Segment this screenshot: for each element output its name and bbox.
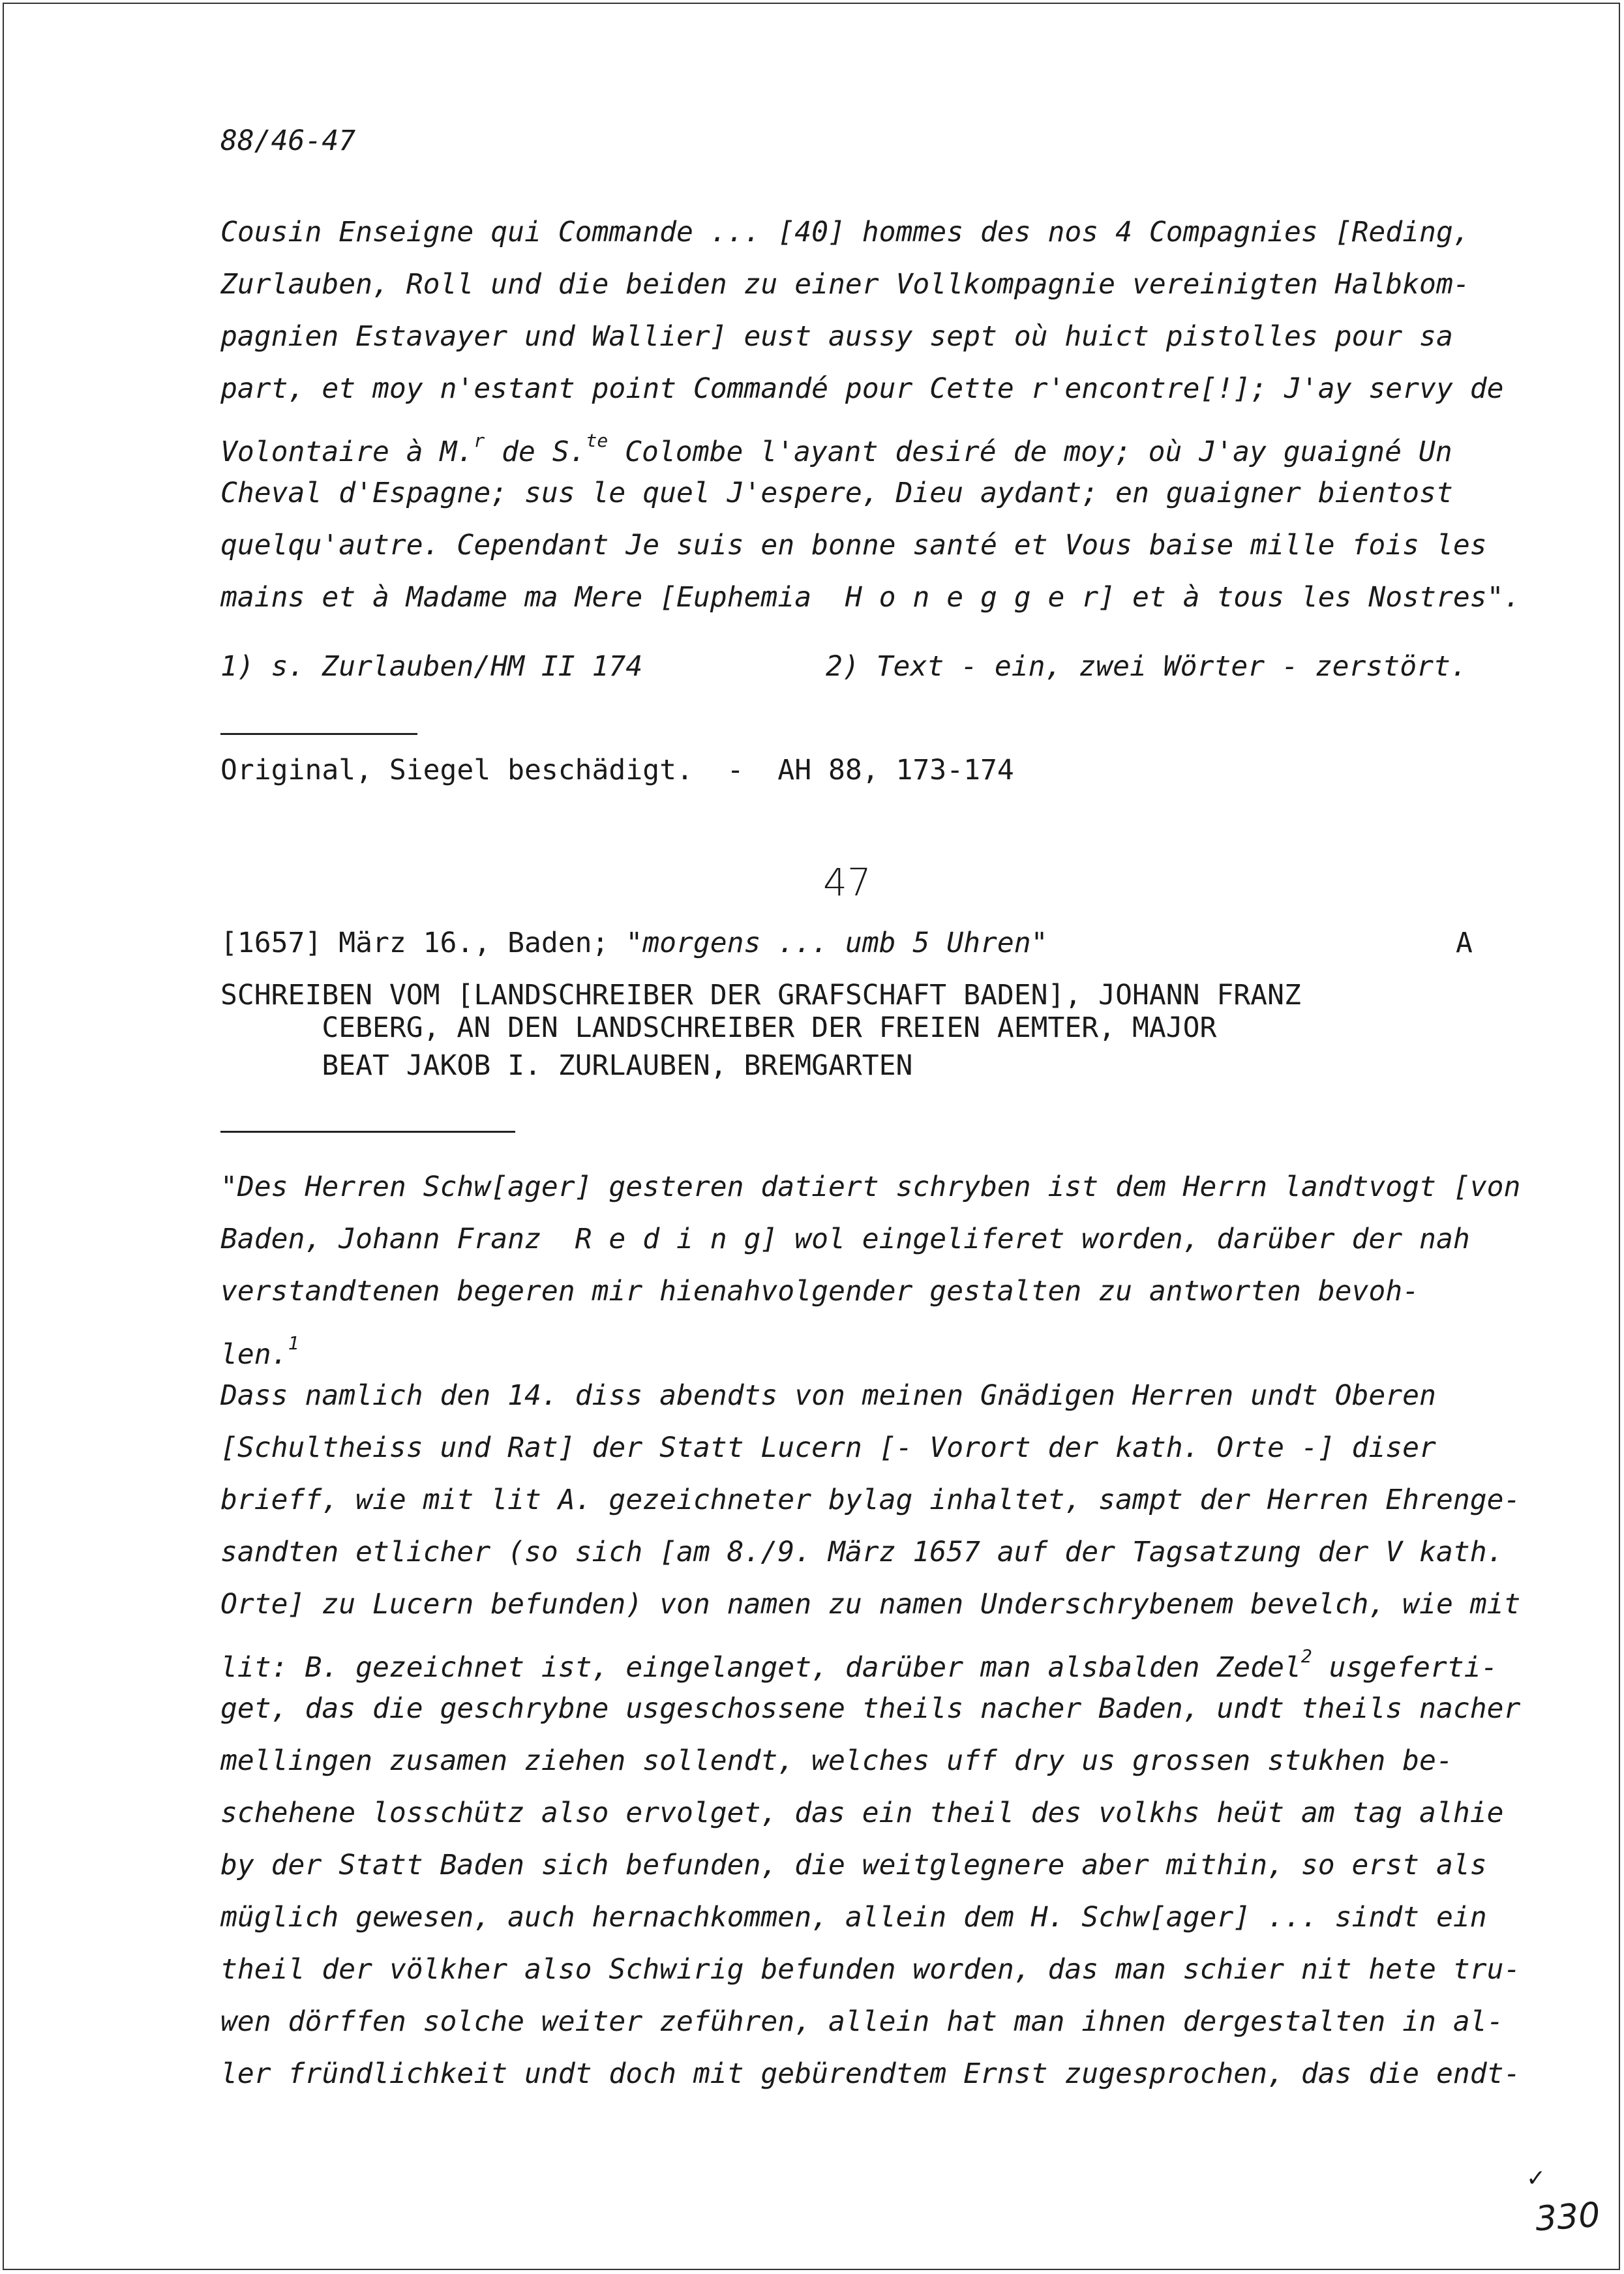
letter-line: pagnien Estavayer und Wallier] eust aussy sept où huict pistolles pour sa bbox=[220, 320, 1453, 353]
document-reference: 88/46-47 bbox=[220, 125, 356, 157]
document-title-line: SCHREIBEN VOM [LANDSCHREIBER DER GRAFSCHAFT BADEN], JOHANN FRANZ bbox=[220, 979, 1301, 1011]
date-place: [1657] März 16., Baden; bbox=[220, 927, 626, 959]
letter-line: wen dörffen solche weiter zeführen, allein hat man ihnen dergestalten in al- bbox=[220, 2005, 1504, 2038]
letter-line: by der Statt Baden sich befunden, die weitglegnere aber mithin, so erst als bbox=[220, 1849, 1487, 1881]
document-title-line: BEAT JAKOB I. ZURLAUBEN, BREMGARTEN bbox=[220, 1049, 913, 1082]
letter-text: Colombe l'ayant desiré de moy; où J'ay guaigné Un bbox=[608, 436, 1452, 468]
footnote-divider bbox=[220, 733, 417, 735]
letter-line: schehene losschütz also ervolget, das ein theil des volkhs heüt am tag alhie bbox=[220, 1797, 1504, 1829]
document-type-marker: A bbox=[1456, 927, 1473, 959]
document-number: 47 bbox=[823, 860, 871, 905]
letter-line: get, das die geschrybne usgeschossene theils nacher Baden, undt theils nacher bbox=[220, 1692, 1521, 1725]
letter-line: theil der völkher also Schwirig befunden worden, das man schier nit hete tru- bbox=[220, 1953, 1521, 1986]
superscript: te bbox=[586, 430, 609, 451]
handwritten-page-number: 330 bbox=[1534, 2195, 1602, 2239]
letter-line: brieff, wie mit lit A. gezeichneter bylag inhaltet, sampt der Herren Ehrenge- bbox=[220, 1484, 1521, 1516]
letter-line: Baden, Johann Franz R e d i n g] wol eingeliferet worden, darüber der nah bbox=[220, 1223, 1470, 1255]
letter-line: sandten etlicher (so sich [am 8./9. März 1657 auf der Tagsatzung der V kath. bbox=[220, 1536, 1504, 1568]
source-note: Original, Siegel beschädigt. - AH 88, 173-174 bbox=[220, 754, 1014, 786]
document-title-line: CEBERG, AN DEN LANDSCHREIBER DER FREIEN AEMTER, MAJOR bbox=[220, 1011, 1217, 1044]
letter-line: Cousin Enseigne qui Commande ... [40] hommes des nos 4 Compagnies [Reding, bbox=[220, 216, 1470, 248]
letter-line bbox=[220, 1637, 1497, 1687]
letter-line: Zurlauben, Roll und die beiden zu einer Vollkompagnie vereinigten Halbkom- bbox=[220, 268, 1470, 301]
superscript: 2 bbox=[1301, 1645, 1312, 1667]
superscript: 1 bbox=[288, 1332, 299, 1354]
letter-line: müglich gewesen, auch hernachkommen, allein dem H. Schw[ager] ... sindt ein bbox=[220, 1901, 1487, 1934]
checkmark-icon: ✓ bbox=[1526, 2165, 1546, 2192]
letter-text: len. bbox=[220, 1338, 288, 1371]
letter-text: de S. bbox=[485, 436, 586, 468]
letter-line: mellingen zusamen ziehen sollendt, welches uff dry us grossen stukhen be- bbox=[220, 1744, 1453, 1777]
date-time-quote: "morgens ... umb 5 Uhren" bbox=[625, 927, 1048, 959]
letter-line: verstandtenen begeren mir hienahvolgender gestalten zu antworten bevoh- bbox=[220, 1275, 1420, 1308]
footnote-2: 2) Text - ein, zwei Wörter - zerstört. bbox=[826, 650, 1467, 683]
document-date bbox=[220, 923, 1048, 963]
footnote-1: 1) s. Zurlauben/HM II 174 bbox=[220, 650, 643, 683]
letter-line: "Des Herren Schw[ager] gesteren datiert schryben ist dem Herrn landtvogt [von bbox=[220, 1171, 1521, 1203]
letter-line: Dass namlich den 14. diss abendts von meinen Gnädigen Herren undt Oberen bbox=[220, 1379, 1436, 1412]
letter-line: part, et moy n'estant point Commandé pour Cette r'encontre[!]; J'ay servy de bbox=[220, 372, 1504, 405]
letter-text: Volontaire à M. bbox=[220, 436, 474, 468]
letter-line: ler fründlichkeit undt doch mit gebürendtem Ernst zugesprochen, das die endt- bbox=[220, 2057, 1521, 2090]
letter-line bbox=[220, 1324, 299, 1374]
letter-line: mains et à Madame ma Mere [Euphemia H o n e g g e r] et à tous les Nostres". bbox=[220, 581, 1521, 614]
letter-text: lit: B. gezeichnet ist, eingelanget, darüber man alsbalden Zedel bbox=[220, 1651, 1301, 1684]
letter-line: [Schultheiss und Rat] der Statt Lucern [- Vorort der kath. Orte -] diser bbox=[220, 1431, 1436, 1464]
letter-line: Cheval d'Espagne; sus le quel J'espere, Dieu aydant; en guaigner bientost bbox=[220, 477, 1453, 509]
letter-line: Orte] zu Lucern befunden) von namen zu namen Underschrybenem bevelch, wie mit bbox=[220, 1588, 1521, 1621]
title-divider bbox=[220, 1131, 515, 1133]
letter-text: usgeferti- bbox=[1312, 1651, 1498, 1684]
superscript: r bbox=[474, 430, 485, 451]
letter-line bbox=[220, 421, 1452, 471]
letter-line: quelqu'autre. Cependant Je suis en bonne santé et Vous baise mille fois les bbox=[220, 529, 1487, 561]
